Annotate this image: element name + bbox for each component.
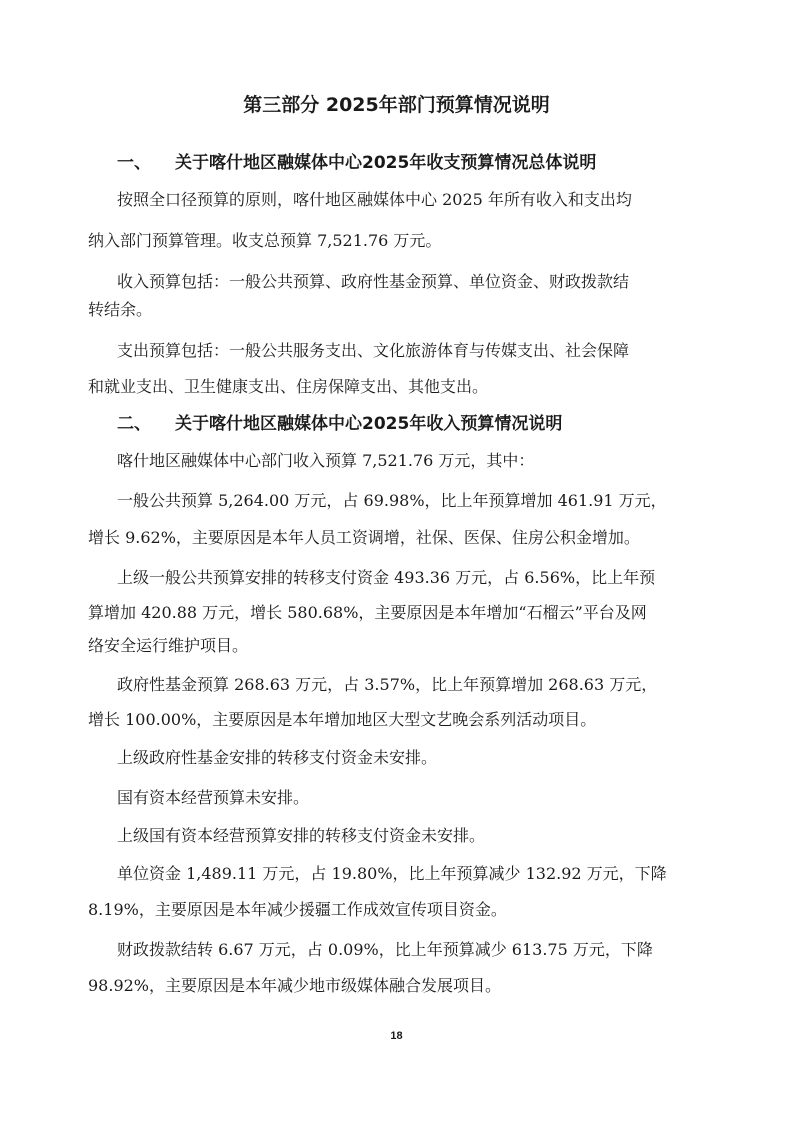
paragraph-line: 收入预算包括：一般公共预算、政府性基金预算、单位资金、财政拨款结 — [117, 272, 630, 291]
paragraph-line: 算增加 420.88 万元，增长 580.68%，主要原因是本年增加“石榴云”平台及网 — [88, 603, 647, 622]
paragraph-line: 政府性基金预算 268.63 万元，占 3.57%，比上年预算增加 268.63 万元， — [117, 675, 658, 694]
paragraph-line: 纳入部门预算管理。收支总预算 7,521.76 万元。 — [88, 231, 442, 250]
paragraph-line: 和就业支出、卫生健康支出、住房保障支出、其他支出。 — [88, 377, 489, 396]
paragraph-line: 单位资金 1,489.11 万元，占 19.80%，比上年预算减少 132.92 万元，下降 — [117, 864, 667, 883]
section-number: 一、 — [117, 153, 151, 173]
page-title: 第三部分 2025年部门预算情况说明 — [243, 94, 550, 116]
paragraph-line: 98.92%，主要原因是本年减少地市级媒体融合发展项目。 — [88, 976, 502, 995]
paragraph-line: 财政拨款结转 6.67 万元，占 0.09%，比上年预算减少 613.75 万元，下降 — [117, 940, 653, 959]
section-heading-text: 关于喀什地区融媒体中心2025年收入预算情况说明 — [175, 414, 563, 434]
page-number: 18 — [390, 1030, 403, 1042]
paragraph-line: 喀什地区融媒体中心部门收入预算 7,521.76 万元，其中： — [117, 451, 535, 470]
paragraph-line: 增长 100.00%，主要原因是本年增加地区大型文艺晚会系列活动项目。 — [88, 710, 597, 729]
paragraph-line: 国有资本经营预算未安排。 — [117, 788, 310, 807]
paragraph-line: 8.19%，主要原因是本年减少援疆工作成效宣传项目资金。 — [88, 900, 507, 919]
section-heading-2 — [117, 411, 562, 437]
paragraph-line: 上级国有资本经营预算安排的转移支付资金未安排。 — [117, 826, 486, 845]
paragraph-line: 按照全口径预算的原则，喀什地区融媒体中心 2025 年所有收入和支出均 — [117, 190, 632, 209]
paragraph-line: 转结余。 — [88, 300, 153, 319]
paragraph-line: 支出预算包括：一般公共服务支出、文化旅游体育与传媒支出、社会保障 — [117, 341, 630, 360]
section-number: 二、 — [117, 414, 151, 434]
section-heading-1 — [117, 150, 596, 176]
paragraph-line: 络安全运行维护项目。 — [88, 636, 249, 655]
paragraph-line: 一般公共预算 5,264.00 万元，占 69.98%，比上年预算增加 461.91 万元， — [117, 491, 667, 510]
paragraph-line: 上级政府性基金安排的转移支付资金未安排。 — [117, 748, 438, 767]
section-heading-text: 关于喀什地区融媒体中心2025年收支预算情况总体说明 — [175, 153, 597, 173]
paragraph-line: 增长 9.62%，主要原因是本年人员工资调增，社保、医保、住房公积金增加。 — [88, 528, 640, 547]
paragraph-line: 上级一般公共预算安排的转移支付资金 493.36 万元，占 6.56%，比上年预 — [117, 568, 656, 587]
